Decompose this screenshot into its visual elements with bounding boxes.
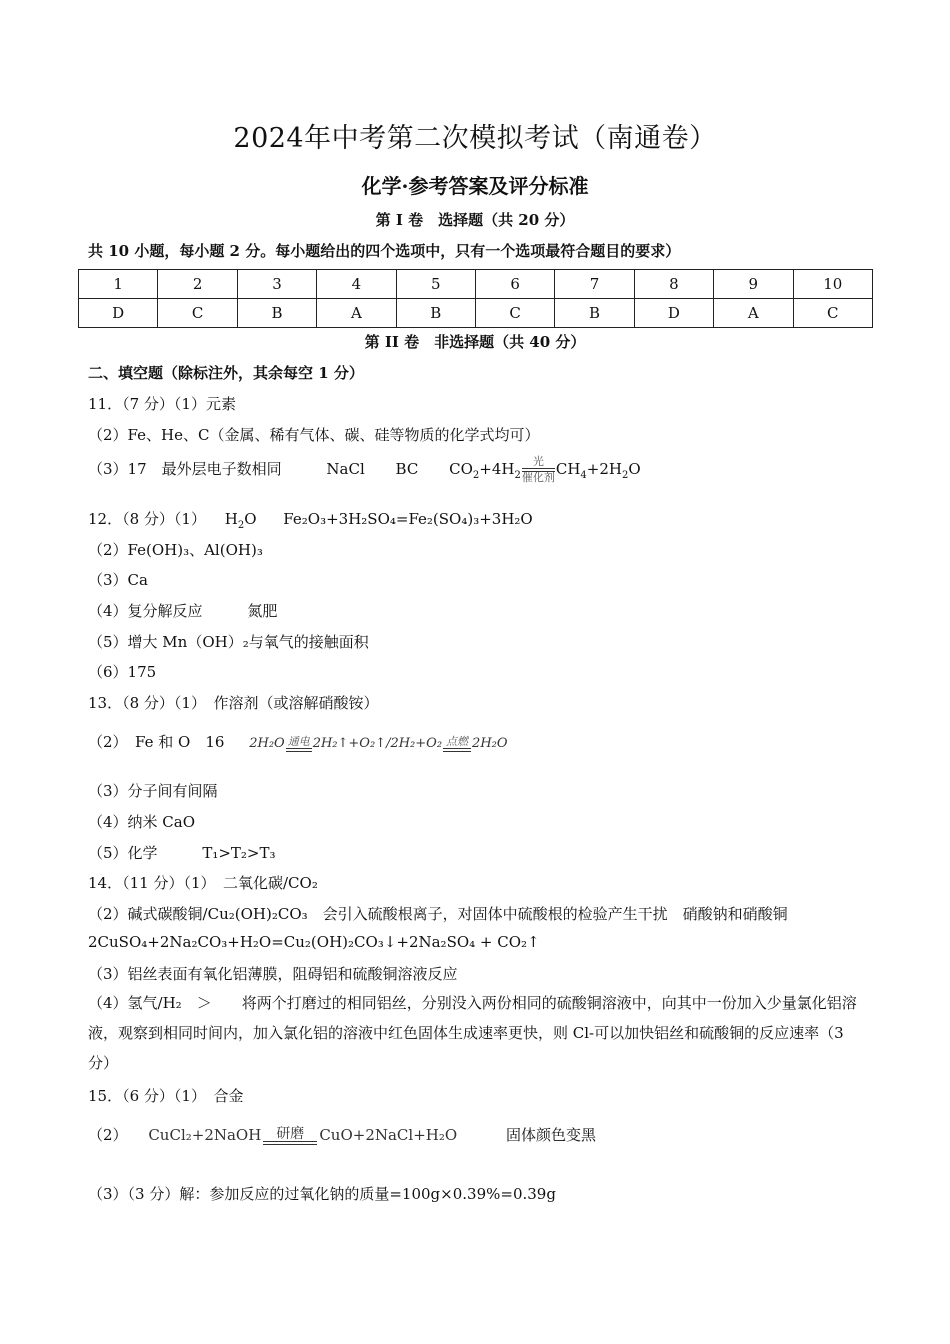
reaction-condition: 研磨 xyxy=(263,1127,317,1145)
q14-line-2: （2）碱式碳酸铜/Cu₂(OH)₂CO₃ 会引入硫酸根离子，对固体中硫酸根的检验产生干扰 硝酸钠和硝酸铜 xyxy=(88,905,788,923)
grinding-equation: CuCl₂+2NaOH 研磨 CuO+2NaCl+H₂O xyxy=(148,1126,458,1144)
q11-bc: BC xyxy=(395,460,419,478)
part1-instruction: 共 10 小题，每小题 2 分。每小题给出的四个选项中，只有一个选项最符合题目的要求） xyxy=(88,242,681,260)
q11-line-3 xyxy=(88,456,641,484)
table-cell: 7 xyxy=(555,270,634,299)
reaction-condition: 光 催化剂 xyxy=(521,455,555,484)
q14-line-1: 14．（11 分）（1） 二氧化碳/CO₂ xyxy=(88,874,318,892)
answer-table-answer-row xyxy=(79,299,873,328)
table-cell: A xyxy=(317,299,396,328)
q13-line-1: 13．（8 分）（1） 作溶剂（或溶解硝酸铵） xyxy=(88,694,379,712)
table-cell: 1 xyxy=(79,270,158,299)
table-cell: C xyxy=(475,299,554,328)
q15-line-1: 15．（6 分）（1） 合金 xyxy=(88,1087,244,1105)
q12-line-3: （3）Ca xyxy=(88,571,148,589)
q14-line-3: 2CuSO₄+2Na₂CO₃+H₂O=Cu₂(OH)₂CO₃↓+2Na₂SO₄ + CO₂↑ xyxy=(88,933,540,951)
table-cell: 5 xyxy=(396,270,475,299)
table-cell: C xyxy=(158,299,237,328)
table-cell: 8 xyxy=(634,270,713,299)
answer-table-number-row xyxy=(79,270,873,299)
q13-line-4: （4）纳米 CaO xyxy=(88,813,196,831)
q11-line-2: （2）Fe、He、C（金属、稀有气体、碳、硅等物质的化学式均可） xyxy=(88,426,540,444)
reaction-condition: 点燃 xyxy=(443,736,471,752)
part2-heading: 第 II 卷 非选择题（共 40 分） xyxy=(364,333,586,351)
table-cell: B xyxy=(396,299,475,328)
q12-line-4: （4）复分解反应 氮肥 xyxy=(88,602,278,620)
table-cell: A xyxy=(714,299,793,328)
q12-line-5: （5）增大 Mn（OH）₂与氧气的接触面积 xyxy=(88,633,369,651)
table-cell: C xyxy=(793,299,872,328)
q11-nacl: NaCl xyxy=(326,460,365,478)
q11-line-3-a: （3）17 最外层电子数相同 xyxy=(88,460,282,478)
q15-line-3: （3）（3 分）解：参加反应的过氧化钠的质量=100g×0.39%=0.39g xyxy=(88,1185,556,1203)
q14-line-5: （4）氢气/H₂ ＞ 将两个打磨过的相同铝丝，分别没入两份相同的硫酸铜溶液中，向其中一份加入少量氯化铝溶液，观察到相同时间内，加入氯化铝的溶液中红色固体生成速率更快，则 Cl-可以加快铝丝和硫酸铜的反应速率（3 分） xyxy=(88,994,857,1072)
table-cell: 10 xyxy=(793,270,872,299)
part1-heading: 第 I 卷 选择题（共 20 分） xyxy=(375,211,575,229)
answer-table xyxy=(78,269,873,328)
table-cell: B xyxy=(555,299,634,328)
page-subtitle: 化学·参考答案及评分标准 xyxy=(361,174,589,198)
table-cell: 3 xyxy=(237,270,316,299)
table-cell: 9 xyxy=(714,270,793,299)
table-cell: 2 xyxy=(158,270,237,299)
q15-line-2: （2） CuCl₂+2NaOH 研磨 CuO+2NaCl+H₂O 固体颜色变黑 xyxy=(88,1126,596,1144)
q13-line-3: （3）分子间有间隔 xyxy=(88,782,218,800)
q12-line-1: 12．（8 分）（1） $H_2O$ Fe₂O₃+3H₂SO₄=Fe₂(SO₄)₃+3H₂O xyxy=(88,510,533,531)
reaction-condition: 通电 xyxy=(286,736,312,752)
section-title: 二、填空题（除标注外，其余每空 1 分） xyxy=(88,364,364,382)
table-cell: 6 xyxy=(475,270,554,299)
electrolysis-equation: 2H₂O 通电 2H₂↑+O₂↑/2H₂+O₂ 点燃 2H₂O xyxy=(249,734,508,751)
q14-line-4: （3）铝丝表面有氧化铝薄膜，阻碍铝和硫酸铜溶液反应 xyxy=(88,965,458,983)
page-title: 2024年中考第二次模拟考试（南通卷） xyxy=(233,123,717,154)
q11-equation: $CO_2+4H_2$ 光 催化剂 $CH_4+2H_2O$ xyxy=(449,455,641,484)
table-cell: D xyxy=(634,299,713,328)
q12-line-2: （2）Fe(OH)₃、Al(OH)₃ xyxy=(88,541,263,559)
table-cell: 4 xyxy=(317,270,396,299)
table-cell: B xyxy=(237,299,316,328)
q11-line-1: 11．（7 分）（1）元素 xyxy=(88,395,236,413)
table-cell: D xyxy=(79,299,158,328)
q13-line-5: （5）化学 T₁>T₂>T₃ xyxy=(88,844,276,862)
q13-line-2: （2） Fe 和 O 16 2H₂O 通电 2H₂↑+O₂↑/2H₂+O₂ 点燃 2H₂O xyxy=(88,733,508,751)
q12-line-6: （6）175 xyxy=(88,663,157,681)
